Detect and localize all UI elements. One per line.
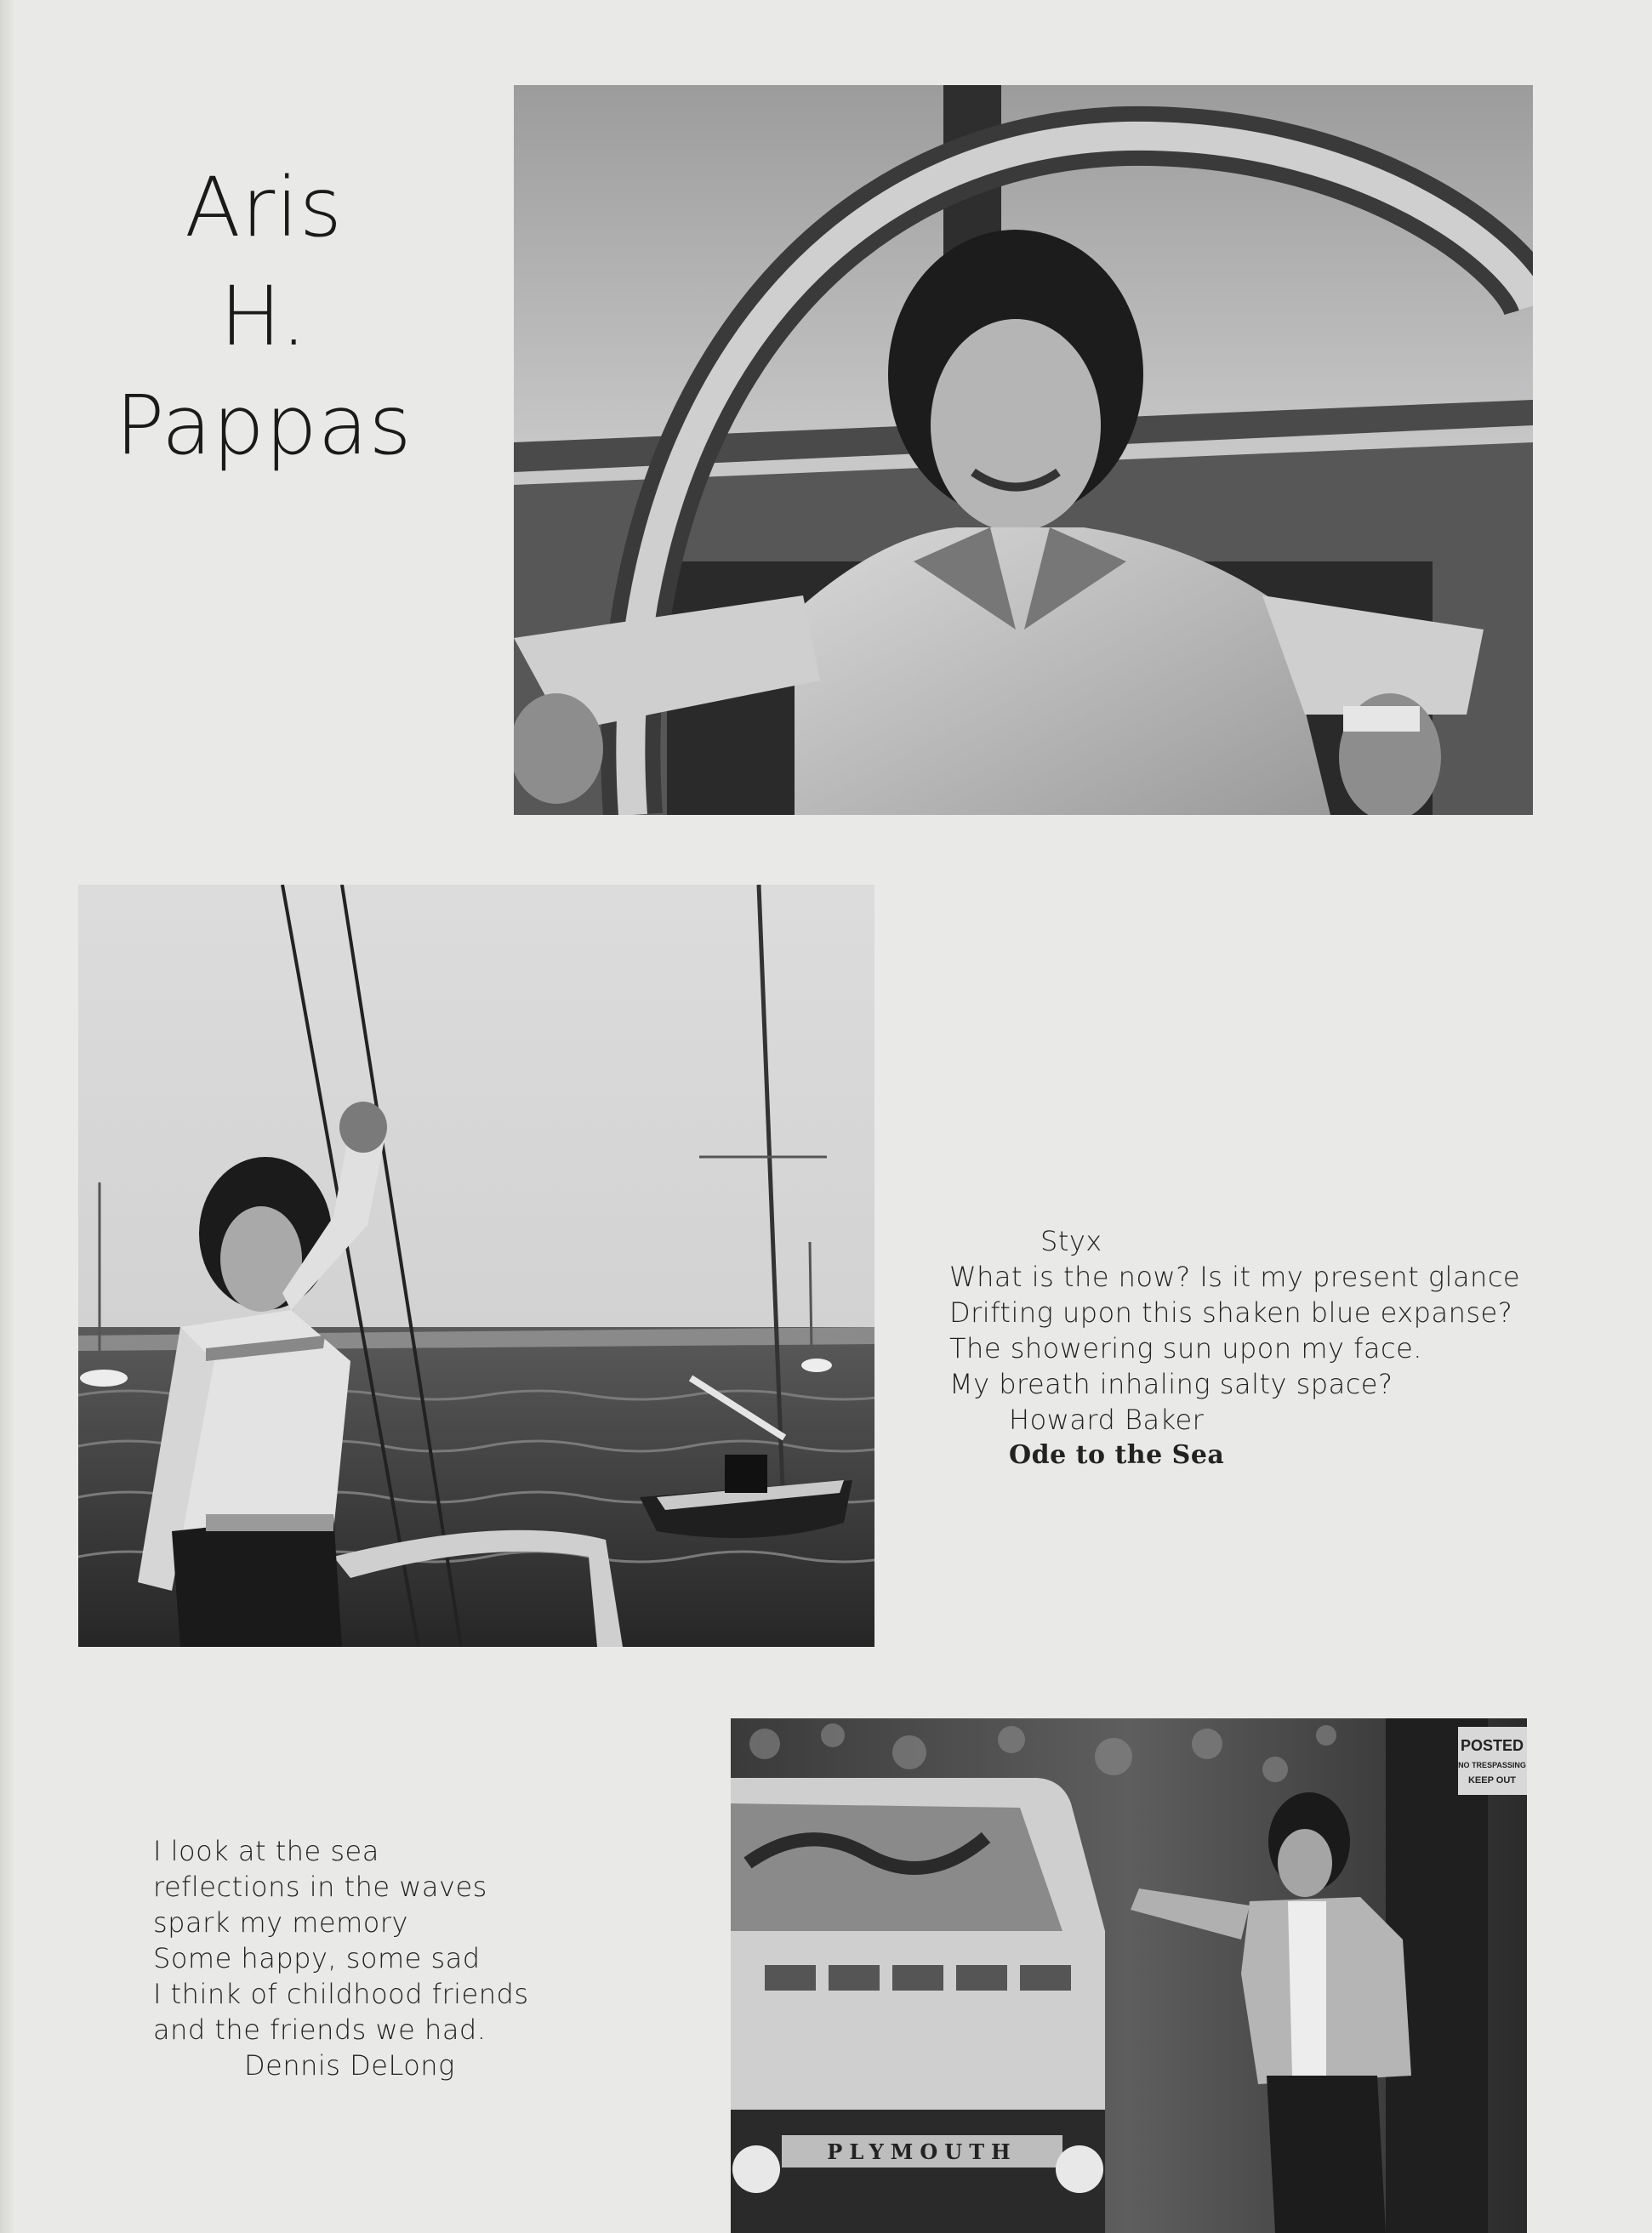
poem-styx-line-3: The showering sun upon my face. — [949, 1332, 1422, 1364]
poem-sea-line-1: I look at the sea — [153, 1835, 379, 1867]
poem-sea-line-6: and the friends we had. — [153, 2014, 487, 2046]
poem-styx-author: Howard Baker — [1009, 1404, 1205, 1436]
poem-styx-work-title: Ode to the Sea — [1009, 1440, 1225, 1470]
first-name: Aris — [185, 160, 343, 255]
sign-keep-out: KEEP OUT — [1467, 1775, 1517, 1786]
poem-sea-line-5: I think of childhood friends — [153, 1978, 529, 2010]
photo-plymouth-truck — [731, 1718, 1527, 2233]
poem-sea-line-4: Some happy, some sad — [153, 1942, 481, 1974]
poem-styx — [949, 1223, 1520, 1473]
helm-photo-graphic — [514, 85, 1533, 815]
poem-sea-line-2: reflections in the waves — [153, 1871, 487, 1903]
poem-styx-title: Styx — [1040, 1225, 1102, 1257]
truck-grille-label: PLYMOUTH — [827, 2139, 1017, 2164]
page-edge-shadow — [0, 0, 15, 2233]
sailboat-photo-graphic — [78, 885, 874, 1647]
poem-styx-line-4: My breath inhaling salty space? — [949, 1368, 1393, 1400]
truck-photo-graphic — [731, 1718, 1527, 2233]
poem-styx-line-2: Drifting upon this shaken blue expanse? — [949, 1296, 1513, 1329]
poem-sea — [153, 1833, 528, 2083]
photo-helm-portrait — [514, 85, 1533, 815]
last-name: Pappas — [115, 378, 413, 473]
poem-styx-line-1: What is the now? Is it my present glance — [949, 1261, 1521, 1293]
sign-posted: POSTED — [1460, 1737, 1524, 1754]
student-name — [94, 153, 434, 480]
photo-sailboat — [78, 885, 874, 1647]
middle-initial: H. — [219, 269, 308, 364]
sign-no-trespassing: NO TRESPASSING — [1458, 1761, 1526, 1769]
poem-sea-author: Dennis DeLong — [244, 2049, 455, 2082]
poem-sea-line-3: spark my memory — [153, 1906, 408, 1939]
